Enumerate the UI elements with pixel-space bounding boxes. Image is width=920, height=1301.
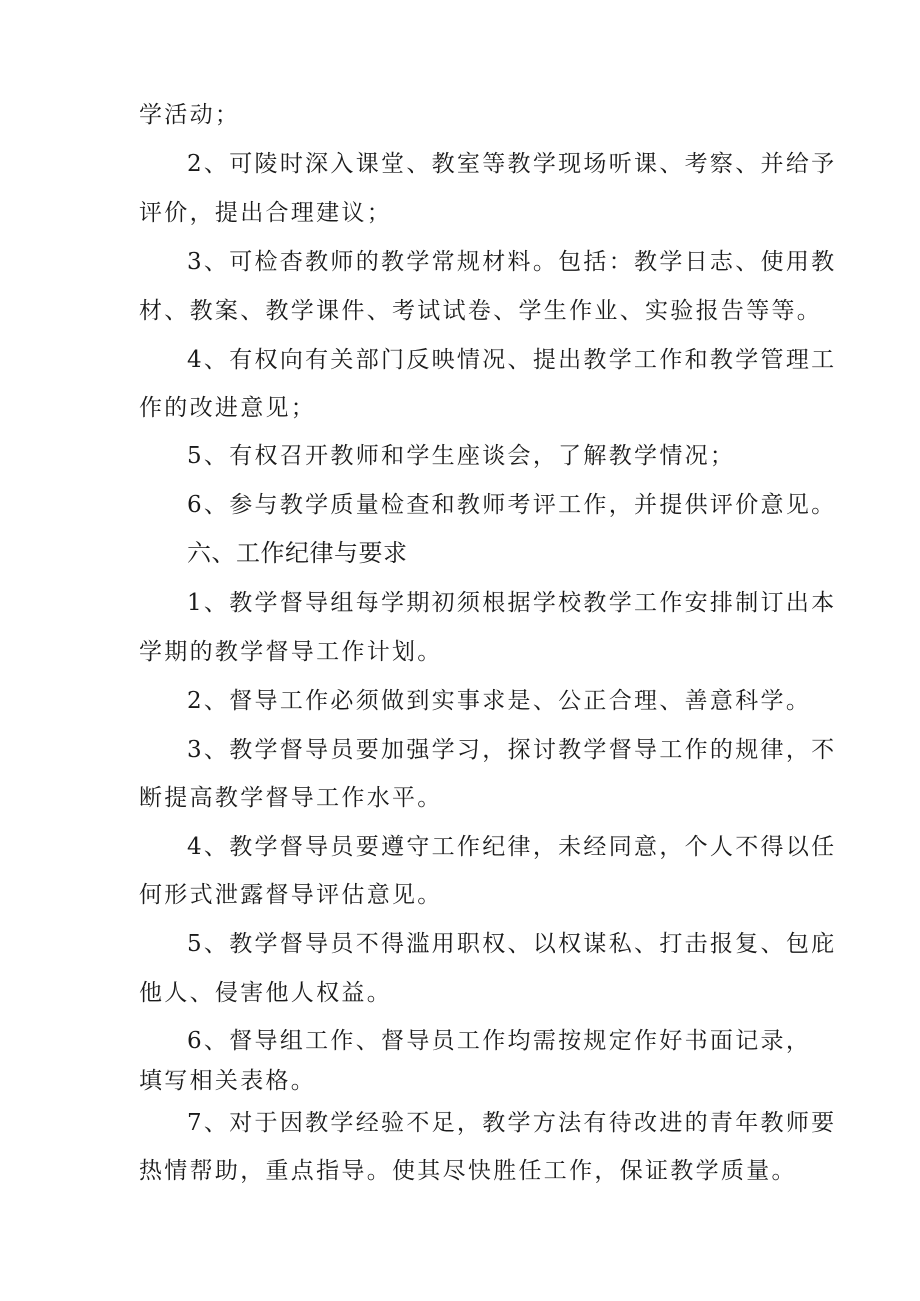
- text-line: 何形式泄露督导评估意见。: [139, 882, 443, 908]
- text-line: 断提高教学督导工作水平。: [139, 785, 443, 811]
- text-line: 学期的教学督导工作计划。: [139, 639, 443, 665]
- list-item-6: 6、督导组工作、督导员工作均需按规定作好书面记录，: [187, 1028, 812, 1054]
- text-line: 他人、侵害他人权益。: [139, 980, 392, 1006]
- text-line: 填写相关表格。: [139, 1068, 317, 1094]
- list-item-7: 7、对于因教学经验不足，教学方法有待改进的青年教师要: [187, 1110, 837, 1136]
- list-item-1: 1、教学督导组每学期初须根据学校教学工作安排制订出本: [187, 590, 837, 616]
- list-item-3: 3、教学督导员要加强学习，探讨教学督导工作的规律，不: [187, 737, 837, 763]
- list-item-6: 6、参与教学质量检查和教师考评工作，并提供评价意见。: [187, 492, 837, 518]
- list-item-2: 2、可陵时深入课堂、教室等教学现场听课、考察、并给予: [187, 151, 837, 177]
- section-heading: 六、工作纪律与要求: [187, 539, 408, 567]
- list-item-2: 2、督导工作必须做到实事求是、公正合理、善意科学。: [187, 688, 812, 714]
- list-item-3: 3、可检杳教师的教学常规材料。包括：教学日志、使用教: [187, 249, 837, 275]
- text-line: 材、教案、教学课件、考试试卷、学生作业、实验报告等等。: [139, 298, 823, 324]
- text-line: 热情帮助，重点指导。使其尽快胜任工作，保证教学质量。: [139, 1158, 797, 1184]
- text-line: 学活动；: [139, 102, 241, 128]
- list-item-4: 4、有权向有关部门反映情况、提出教学工作和教学管理工: [187, 347, 837, 373]
- list-item-5: 5、教学督导员不得滥用职权、以权谋私、打击报复、包庇: [187, 931, 837, 957]
- list-item-5: 5、有权召开教师和学生座谈会，了解教学情况；: [187, 443, 736, 469]
- list-item-4: 4、教学督导员要遵守工作纪律，未经同意，个人不得以任: [187, 834, 837, 860]
- text-line: 评价，提出合理建议；: [139, 200, 392, 226]
- text-line: 作的改进意见；: [139, 395, 317, 421]
